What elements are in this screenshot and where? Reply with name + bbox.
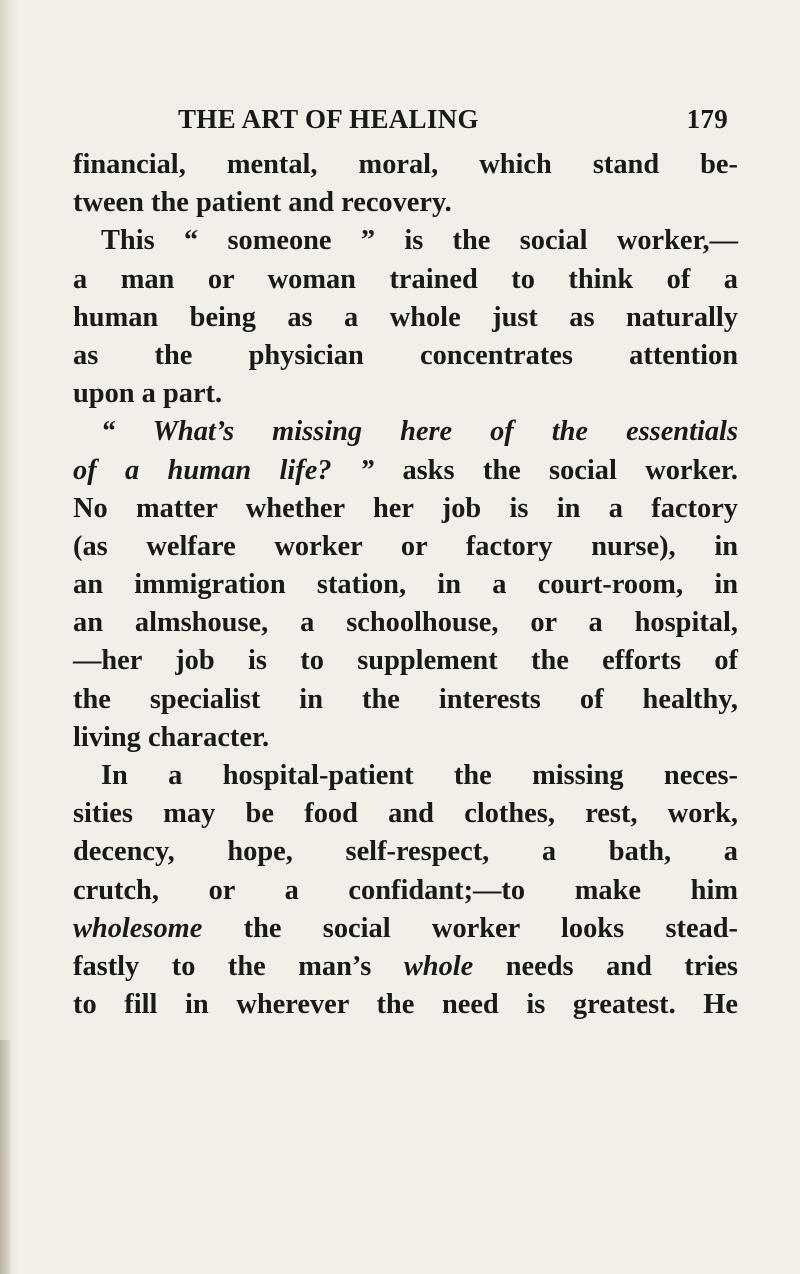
running-title: THE ART OF HEALING (178, 104, 479, 134)
text-line: to fill in wherever the need is greatest. He (73, 989, 738, 1021)
text-line: the specialist in the interests of healthy, (73, 683, 738, 715)
text-line: wholesome the social worker looks stead- (73, 912, 738, 944)
text-line: fastly to the man’s whole needs and tries (73, 950, 738, 982)
text-line: financial, mental, moral, which stand be- (73, 149, 738, 180)
running-header (178, 104, 728, 144)
text-line: human being as a whole just as naturally (73, 301, 738, 333)
text-line: upon a part. (73, 378, 223, 410)
body-text (73, 146, 738, 1024)
text-line: This “ someone ” is the social worker,— (101, 225, 738, 257)
text-line: “ What’s missing here of the essentials (101, 416, 738, 448)
text-line: sities may be food and clothes, rest, work, (73, 798, 738, 830)
text-line: a man or woman trained to think of a (73, 263, 738, 295)
text-line: an almshouse, a schoolhouse, or a hospital, (73, 607, 738, 639)
text-line: In a hospital-patient the missing neces- (101, 760, 738, 791)
text-line: an immigration station, in a court-room, in (73, 569, 738, 601)
text-line: decency, hope, self-respect, a bath, a (73, 836, 738, 868)
page-edge-binding (0, 1040, 10, 1274)
text-line: —her job is to supplement the efforts of (73, 645, 738, 677)
text-line: as the physician concentrates attention (73, 339, 738, 371)
text-line: (as welfare worker or factory nurse), in (73, 530, 738, 562)
page-number: 179 (686, 104, 728, 134)
text-line: of a human life? ” asks the social worker. (73, 454, 738, 486)
text-line: tween the patient and recovery. (73, 187, 452, 219)
text-line: crutch, or a confidant;—to make him (73, 874, 738, 906)
text-line: No matter whether her job is in a factory (73, 492, 738, 524)
text-line: living character. (73, 721, 270, 753)
